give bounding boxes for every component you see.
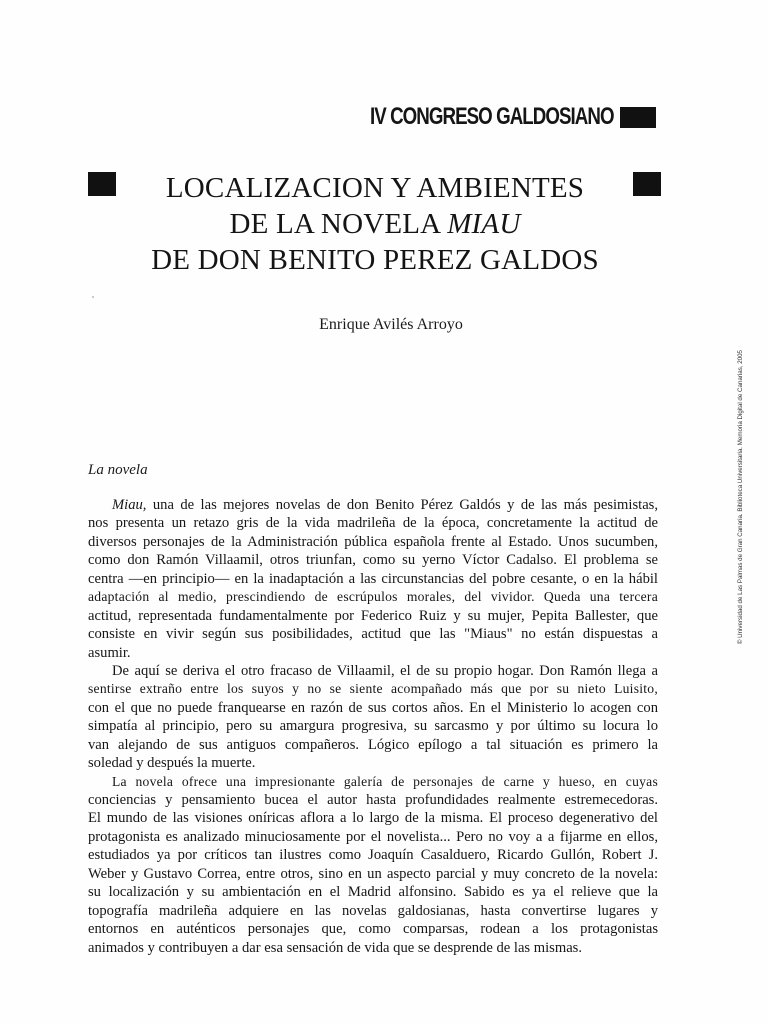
body-line-text: conciencias y pensamiento bucea el autor hasta profundidades realmente estremecedoras. — [88, 792, 658, 808]
title-line-2-prefix: DE LA NOVELA — [229, 208, 448, 240]
title-line-1: LOCALIZACION Y AMBIENTES — [165, 172, 585, 204]
body-line-text: protagonista es analizado minuciosamente por el novelista... Pero no voy a a fijarme en ellos, — [88, 828, 658, 845]
body-line — [88, 533, 658, 551]
article-body — [88, 496, 658, 957]
body-line — [88, 607, 658, 625]
body-line — [88, 920, 658, 938]
body-line-text: como don Ramón Villaamil, otros triunfan, como su yerno Víctor Cadalso. El problema se — [88, 552, 658, 569]
body-line — [88, 939, 658, 957]
body-line — [88, 736, 658, 754]
body-line-text: con el que no puede franquearse en razón de sus cortos años. En el Ministerio lo acogen con — [88, 699, 658, 716]
header-black-block — [620, 107, 656, 128]
body-line — [88, 717, 658, 735]
body-line — [88, 514, 658, 532]
body-line-text: centra —en principio— en la inadaptación a las circunstancias del pobre cesante, o en la hábil — [88, 570, 658, 587]
body-line — [88, 680, 658, 698]
body-line — [88, 551, 658, 569]
congress-title: IV CONGRESO GALDOSIANO — [370, 103, 614, 130]
body-line-text: diversos personajes de la Administración pública española frente al Estado. Unos sucumben, — [88, 533, 658, 550]
body-line — [88, 754, 658, 772]
title-line-2 — [120, 206, 630, 242]
title-novel-name: MIAU — [447, 208, 521, 240]
body-line — [88, 883, 658, 901]
body-line — [88, 699, 658, 717]
running-header — [370, 100, 660, 134]
body-line — [88, 496, 658, 514]
body-line-text: De aquí se deriva el otro fracaso de Villaamil, el de su propio hogar. Don Ramón llega a — [112, 662, 658, 679]
body-line-text: estudiados ya por críticos tan ilustres como Joaquín Casalduero, Ricardo Gullón, Robert J. — [88, 847, 658, 864]
body-line-text: Weber y Gustavo Correa, entre otros, sino en un aspecto parcial y muy concreto de la novela: — [88, 865, 658, 882]
body-line-text: sentirse extraño entre los suyos y no se siente acompañado más que por su nieto Luisito, — [88, 681, 658, 697]
body-line — [88, 662, 658, 680]
section-heading: La novela — [88, 462, 148, 478]
body-line-text: El mundo de las visiones oníricas aflora a lo largo de la misma. El proceso degenerativo del — [88, 810, 658, 827]
body-line-text: animados y contribuyen a dar esa sensación de vida que se desprende de las mismas. — [88, 939, 583, 956]
body-line-text: La novela ofrece una impresionante galería de personajes de carne y hueso, en cuyas — [112, 773, 658, 789]
body-line — [88, 773, 658, 791]
paragraph-lead-word: Miau, — [112, 497, 147, 513]
body-line-text: su localización y su ambientación en el Madrid alfonsino. Sabido es ya el relieve que la — [88, 884, 658, 901]
scan-speck — [92, 296, 94, 298]
body-line-text: van alejando de sus antiguos compañeros. Lógico epílogo a tal situación es primero la — [88, 736, 658, 753]
body-line — [88, 588, 658, 606]
body-line-text: actitud, representada fundamentalmente por Federico Ruiz y su mujer, Pepita Ballester, que — [88, 607, 658, 624]
body-line-text: asumir. — [88, 644, 131, 661]
body-line — [88, 865, 658, 883]
body-line-text: soledad y después la muerte. — [88, 755, 256, 772]
author-name: Enrique Avilés Arroyo — [319, 316, 463, 333]
body-line-text: topografía madrileña adquiere en las novelas galdosianas, hasta convertirse lugares y — [88, 902, 658, 919]
body-line — [88, 846, 658, 864]
title-right-block — [633, 172, 661, 196]
body-line — [88, 902, 658, 920]
body-line — [88, 809, 658, 827]
body-line-text: simpatía al principio, pero su amargura progresiva, su sarcasmo y por último su locura lo — [88, 718, 658, 735]
body-line — [88, 625, 658, 643]
body-line-text: una de las mejores novelas de don Benito Pérez Galdós y de las más pesimistas, — [146, 497, 658, 513]
copyright-side-credit: © Universidad de Las Palmas de Gran Canaria. Biblioteca Universitaria. Memoria Digital de Canarias, 2005 — [737, 350, 744, 645]
title-line-3: DE DON BENITO PEREZ GALDOS — [151, 244, 599, 276]
title-left-block — [88, 172, 116, 196]
body-line-text: entornos en auténticos personajes que, como comparsas, rodean a los protagonistas — [88, 921, 658, 938]
body-line-text: nos presenta un retazo gris de la vida madrileña de la época, concretamente la actitud de — [88, 515, 658, 532]
body-line-text: consiste en vivir según sus posibilidades, actitud que las "Miaus" no están dispuestas a — [88, 626, 658, 643]
body-line-text: adaptación al medio, prescindiendo de escrúpulos morales, del vividor. Queda una tercera — [88, 589, 658, 605]
article-title — [120, 170, 630, 278]
body-line — [88, 828, 658, 846]
body-line — [88, 644, 658, 662]
body-line — [88, 570, 658, 588]
body-line — [88, 791, 658, 809]
